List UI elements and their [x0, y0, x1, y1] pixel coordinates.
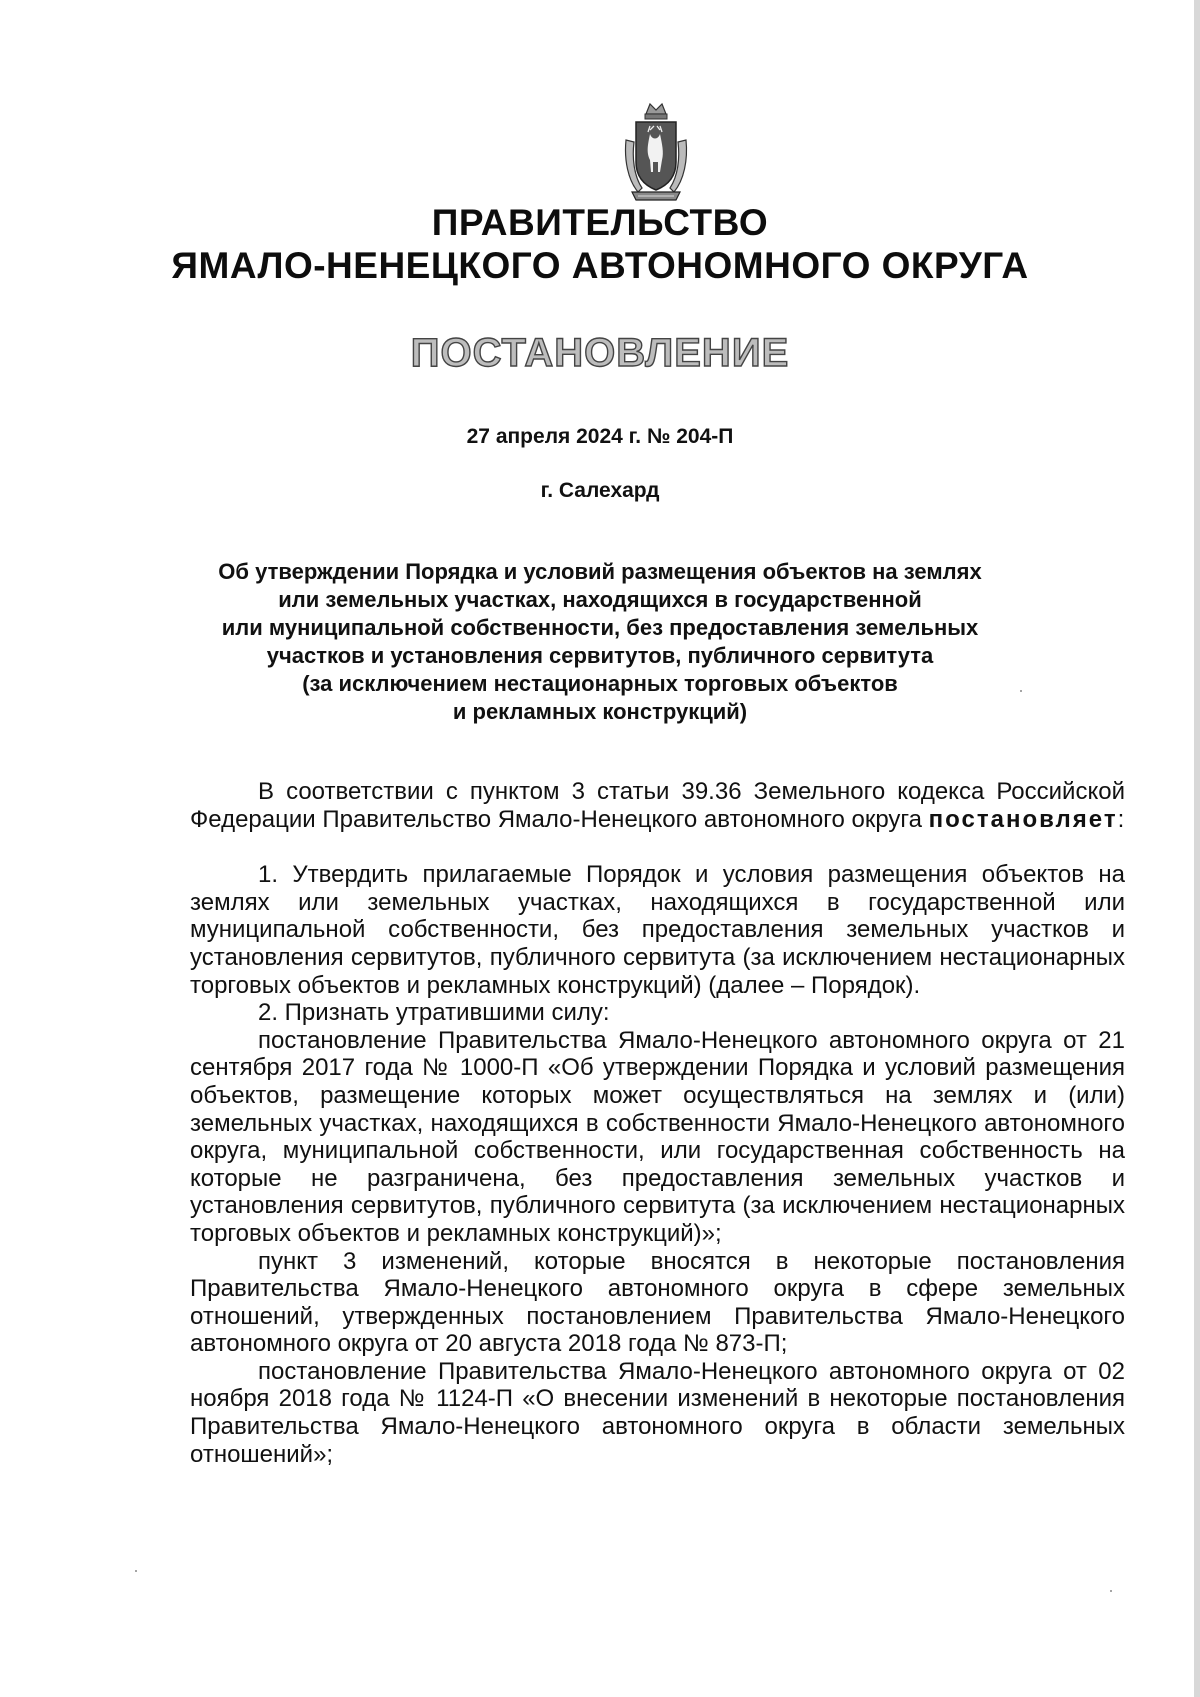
organization-name-line-1: ПРАВИТЕЛЬСТВО — [431, 202, 769, 243]
scan-speck — [1110, 1590, 1112, 1592]
document-heading — [170, 558, 1030, 726]
document-city: г. Салехард — [540, 479, 660, 502]
body-paragraph: 1. Утвердить прилагаемые Порядок и условия размещения объектов на землях или земельных участках, находящихся в государственной или муниципальной собственности, без предоставления земельных участков и установления сервитутов, публичного сервитута (за исключением нестационарных торговых объектов и рекламных конструкций) (далее – Порядок). — [190, 861, 1125, 999]
heading-line: Об утверждении Порядка и условий размещения объектов на землях — [218, 559, 982, 584]
heading-line: (за исключением нестационарных торговых объектов — [302, 671, 898, 696]
body-paragraph: пункт 3 изменений, которые вносятся в некоторые постановления Правительства Ямало-Ненецкого автономного округа в сфере земельных отношений, утвержденных постановлением Правительства Ямало-Ненецкого автономного округа от 20 августа 2018 года № 873-П; — [190, 1247, 1125, 1358]
heading-line: и рекламных конструкций) — [452, 699, 748, 724]
body-paragraph: 2. Признать утратившими силу: — [258, 999, 610, 1027]
body-paragraph: постановление Правительства Ямало-Ненецкого автономного округа от 02 ноября 2018 года № 1124-П «О внесении изменений в некоторые постановления Правительства Ямало-Ненецкого автономного округа в области земельных отношений»; — [190, 1357, 1125, 1468]
document-body — [190, 778, 1125, 1468]
page-edge-shadow — [1194, 0, 1200, 1697]
body-paragraph: постановление Правительства Ямало-Ненецкого автономного округа от 21 сентября 2017 года № 1000-П «Об утверждении Порядка и условий размещения объектов, размещение которых может осуществляться на землях и (или) земельных участках, находящихся в собственности Ямало-Ненецкого автономного округа, муниципальной собственности, или государственная собственность на которые не разграничена, без предоставления земельных участков и установления сервитутов, публичного сервитута (за исключением нестационарных торговых объектов и рекламных конструкций)»; — [190, 1026, 1125, 1247]
document-type-title: ПОСТАНОВЛЕНИЕ — [410, 331, 790, 375]
preamble-text: В соответствии с пунктом 3 статьи 39.36 Земельного кодекса Российской Федерации Правительство Ямало-Ненецкого автономного округа — [190, 778, 1125, 833]
heading-line: участков и установления сервитутов, публичного сервитута — [266, 643, 934, 668]
organization-name-line-2: ЯМАЛО-НЕНЕЦКОГО АВТОНОМНОГО ОКРУГА — [171, 245, 1029, 286]
scan-speck — [135, 1570, 137, 1572]
heading-line: или муниципальной собственности, без предоставления земельных — [221, 615, 979, 640]
decision-word: постановляет — [928, 805, 1118, 833]
body-paragraph-preamble — [190, 778, 1125, 833]
scan-speck — [1020, 690, 1022, 692]
preamble-colon: : — [1117, 805, 1125, 833]
document-date-number: 27 апреля 2024 г. № 204-П — [466, 425, 734, 448]
coat-of-arms-icon — [620, 100, 692, 204]
heading-line: или земельных участках, находящихся в государственной — [278, 587, 922, 612]
